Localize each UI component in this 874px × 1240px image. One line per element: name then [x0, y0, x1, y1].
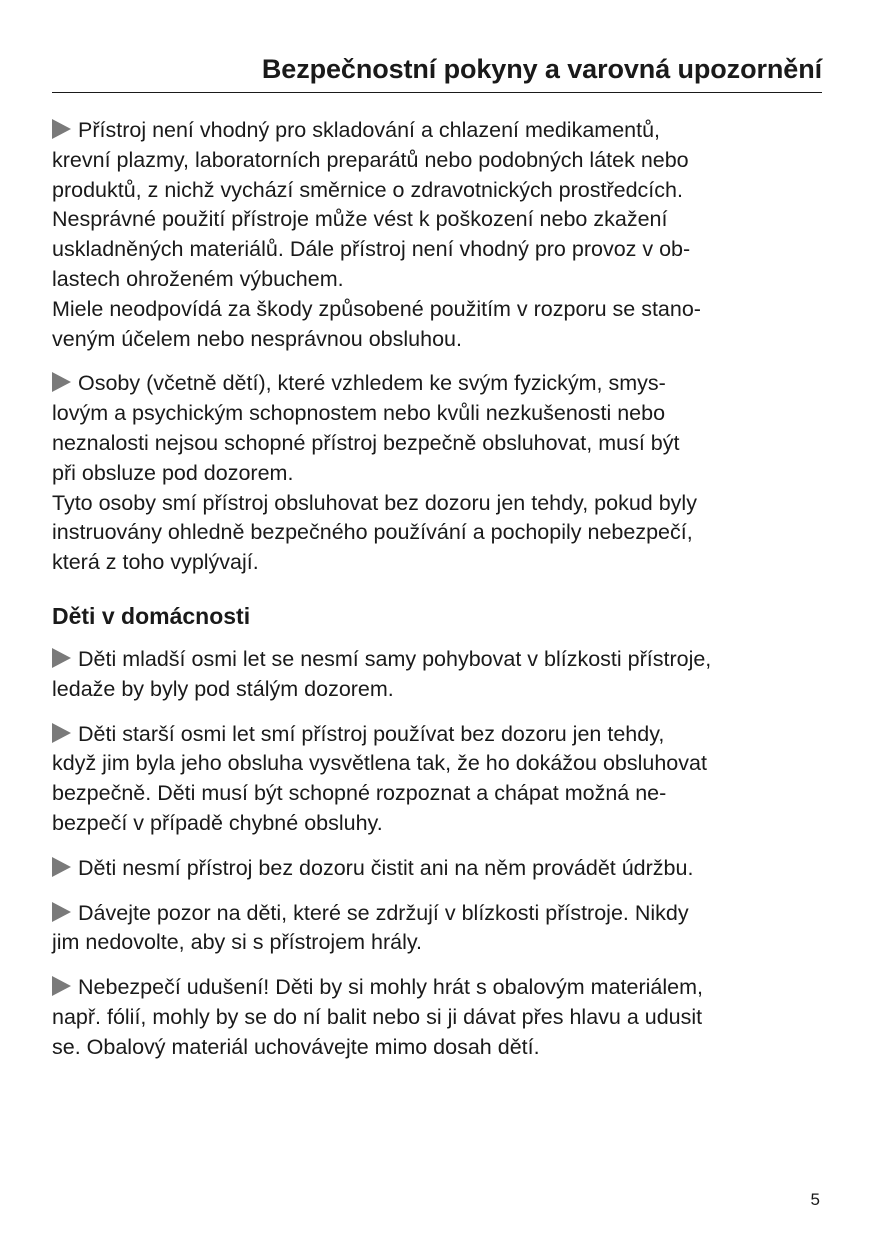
- text-line: bezpečí v případě chybné obsluhy.: [52, 810, 383, 835]
- text-line: lastech ohroženém výbuchem.: [52, 266, 344, 291]
- text-line: neznalosti nejsou schopné přístroj bezpečně obsluhovat, musí být: [52, 430, 680, 455]
- warning-paragraph: [52, 973, 824, 1062]
- section-heading: Děti v domácnosti: [52, 602, 251, 629]
- text-line: uskladněných materiálů. Dále přístroj není vhodný pro provoz v ob-: [52, 237, 691, 262]
- warning-item: [52, 899, 824, 959]
- bullet-arrow-icon: [52, 857, 71, 877]
- text-line: produktů, z nichž vychází směrnice o zdravotnických prostředcích.: [52, 177, 683, 202]
- text-line: při obsluze pod dozorem.: [52, 460, 294, 485]
- text-line: Tyto osoby smí přístroj obsluhovat bez dozoru jen tehdy, pokud byly: [52, 490, 697, 515]
- warning-paragraph: [52, 295, 824, 355]
- document-body: [52, 116, 824, 1078]
- page-number: 5: [810, 1190, 820, 1209]
- warning-item: [52, 369, 824, 578]
- text-line: jim nedovolte, aby si s přístrojem hrály.: [52, 930, 423, 955]
- text-line: Děti mladší osmi let se nesmí samy pohybovat v blízkosti přístroje,: [78, 646, 712, 671]
- warning-paragraph: [52, 369, 824, 488]
- page-header: [52, 52, 822, 93]
- text-line: se. Obalový materiál uchovávejte mimo dosah dětí.: [52, 1034, 540, 1059]
- text-line: Miele neodpovídá za škody způsobené použitím v rozporu se stano-: [52, 296, 701, 321]
- bullet-arrow-icon: [52, 119, 71, 139]
- warning-paragraph: [52, 645, 824, 705]
- warning-paragraph: [52, 489, 824, 578]
- text-line: když jim byla jeho obsluha vysvětlena tak, že ho dokážou obsluhovat: [52, 751, 707, 776]
- warning-paragraph: [52, 899, 824, 959]
- warning-item: [52, 116, 824, 354]
- text-line: lovým a psychickým schopnostem nebo kvůli nezkušenosti nebo: [52, 401, 666, 426]
- text-line: veným účelem nebo nesprávnou obsluhou.: [52, 326, 462, 351]
- bullet-arrow-icon: [52, 372, 71, 392]
- page-title: Bezpečnostní pokyny a varovná upozornění: [261, 54, 822, 84]
- warning-item: [52, 854, 824, 884]
- warning-paragraph: [52, 116, 824, 295]
- text-line: Nebezpečí udušení! Děti by si mohly hrát s obalovým materiálem,: [78, 975, 703, 1000]
- text-line: která z toho vyplývají.: [52, 550, 259, 575]
- warning-item: [52, 973, 824, 1062]
- text-line: Nesprávné použití přístroje může vést k poškození nebo zkažení: [52, 207, 668, 232]
- text-line: Děti nesmí přístroj bez dozoru čistit ani na něm provádět údržbu.: [78, 855, 694, 880]
- warning-paragraph: [52, 854, 824, 884]
- text-line: ledaže by byly pod stálým dozorem.: [52, 676, 394, 701]
- text-line: Osoby (včetně dětí), které vzhledem ke svým fyzickým, smys-: [78, 371, 666, 396]
- text-line: Děti starší osmi let smí přístroj používat bez dozoru jen tehdy,: [78, 721, 665, 746]
- text-line: např. fólií, mohly by se do ní balit nebo si ji dávat přes hlavu a udusit: [52, 1004, 703, 1029]
- warning-paragraph: [52, 720, 824, 839]
- text-line: instruovány ohledně bezpečného používání a pochopily nebezpečí,: [52, 520, 693, 545]
- text-line: Dávejte pozor na děti, které se zdržují v blízkosti přístroje. Nikdy: [78, 900, 689, 925]
- bullet-arrow-icon: [52, 902, 71, 922]
- bullet-arrow-icon: [52, 976, 71, 996]
- text-line: Přístroj není vhodný pro skladování a chlazení medikamentů,: [78, 118, 661, 142]
- warning-item: [52, 645, 824, 705]
- warning-item: [52, 720, 824, 839]
- bullet-arrow-icon: [52, 723, 71, 743]
- text-line: krevní plazmy, laboratorních preparátů nebo podobných látek nebo: [52, 147, 689, 172]
- text-line: bezpečně. Děti musí být schopné rozpoznat a chápat možná ne-: [52, 781, 667, 806]
- bullet-arrow-icon: [52, 648, 71, 668]
